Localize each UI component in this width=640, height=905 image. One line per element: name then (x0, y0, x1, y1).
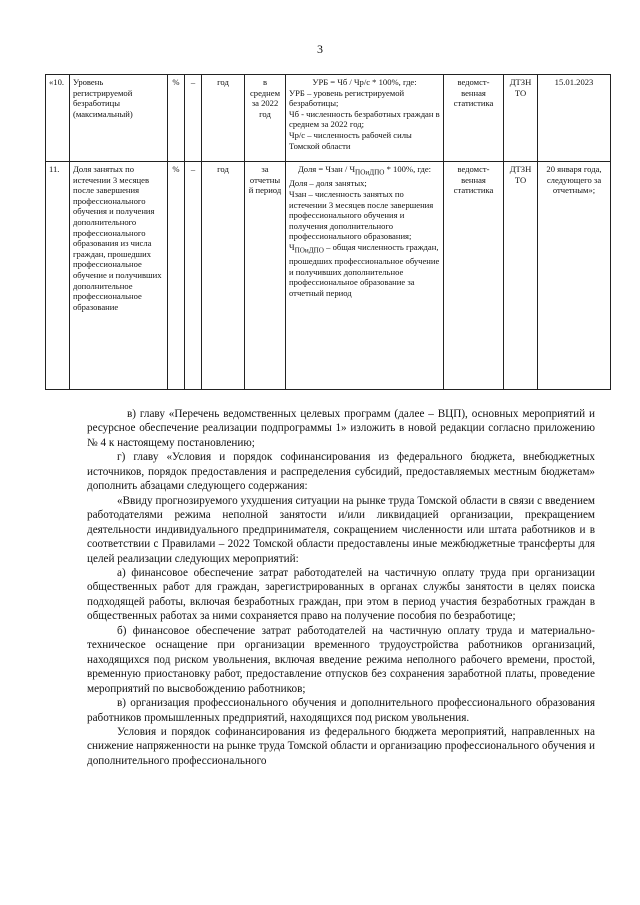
formula-line: Чр/с – численность рабочей силы Томской области (289, 129, 412, 151)
row-number: 11. (46, 162, 70, 390)
source-cell: ведомст-венная статистика (444, 162, 504, 390)
page-number: 3 (317, 42, 323, 56)
basis-cell: в среднем за 2022 год (245, 75, 286, 162)
paragraph: в) главу «Перечень ведомственных целевых программ (далее – ВЦП), основных мероприятий и ресурсное обеспечение реализации подпрограммы 1» изложить в новой редакции согласно приложению № 4 к настоящему постановлению; (87, 408, 595, 449)
table-row (46, 162, 611, 390)
paragraph: в) организация профессионального обучения и дополнительного профессионального образования работников промышленных предприятий, находящихся под риском увольнения. (87, 697, 595, 724)
paragraph: Условия и порядок софинансирования из федерального бюджета мероприятий, направленных на снижение напряженности на рынке труда Томской области и организацию профессионального обучения и дополнительного профессионального (87, 725, 595, 767)
dash-cell: – (185, 75, 202, 162)
table-row (46, 75, 611, 162)
formula-cell (286, 162, 444, 390)
document-body (87, 407, 595, 768)
responsible-cell: ДТЗН ТО (504, 162, 538, 390)
formula-line: Чзан – численность занятых по истечении 3 месяцев после завершения профессионального обучения и получения дополнительного профессионального образования; (289, 188, 434, 242)
indicator-name: Уровень регистрируемой безработицы (максимальный) (70, 75, 168, 162)
paragraph: «Ввиду прогнозируемого ухудшения ситуации на рынке труда Томской области в связи с введением работодателями режима неполной занятости и/или ликвидацией организации, прекращением деятельности индивидуального предпринимателя, сокращением численности или штата работников и в соответствии с Правилами – 2022 Томской области предоставлены иные межбюджетные трансферты для целей реализации следующих мероприятий: (87, 494, 595, 565)
paragraph: б) финансовое обеспечение затрат работодателей на частичную оплату труда и материально-техническое оснащение при организации временного трудоустройства работников организаций, находящихся под риском увольнения, включая введение режима неполного рабочего времени, простой, временную приостановку работ, предоставление отпусков без сохранения заработной платы, проведение мероприятий по высвобождению работников; (87, 624, 595, 695)
period-cell: год (202, 162, 245, 390)
formula-main: Доля = Чзан / $Ч_{ПОиДПО} * 100\%$, где: (297, 164, 432, 177)
deadline-cell: 15.01.2023 (538, 75, 611, 162)
paragraph: г) главу «Условия и порядок софинансирования из федерального бюджета, внебюджетных источников, порядок предоставления и распределения субсидий, предоставляемых местным бюджетам» дополнить абзацами следующего содержания: (87, 451, 595, 493)
formula-cell (286, 75, 444, 162)
row-number: «10. (46, 75, 70, 162)
deadline-cell: 20 января года, следующего за отчетным»; (538, 162, 611, 390)
indicator-name: Доля занятых по истечении 3 месяцев после завершения профессионального обучения и получения дополнительного профессионального образования из числа граждан, прошедших профессиональное обучение и получивших дополнительное профессиональное образование (70, 162, 168, 390)
unit-cell: % (168, 75, 185, 162)
basis-cell: за отчетный период (245, 162, 286, 390)
indicators-table (45, 74, 611, 390)
period-cell: год (202, 75, 245, 162)
source-cell: ведомст-венная статистика (444, 75, 504, 162)
formula-line: Чб - численность безработных граждан в среднем за 2022 год; (289, 108, 440, 130)
paragraph: а) финансовое обеспечение затрат работодателей на частичную оплату труда при организации общественных работ для граждан, зарегистрированных в органах службы занятости в целях поиска подходящей работы, включая безработных граждан, при этом в период участия безработных граждан в общественных работах за ними сохраняется право на получение пособия по безработице; (87, 566, 595, 623)
responsible-cell: ДТЗН ТО (504, 75, 538, 162)
formula-line: $Ч_{ПОиДПО}$ – общая численность граждан, прошедших профессиональное обучение и получивших дополнительное профессиональное образование за отчетный период (289, 241, 440, 298)
dash-cell: – (185, 162, 202, 390)
formula-line: Доля – доля занятых; (289, 178, 367, 189)
formula-line: УРБ – уровень регистрируемой безработицы; (289, 87, 405, 109)
formula-main: УРБ = Чб / Чр/с * 100%, где: (312, 77, 417, 87)
unit-cell: % (168, 162, 185, 390)
